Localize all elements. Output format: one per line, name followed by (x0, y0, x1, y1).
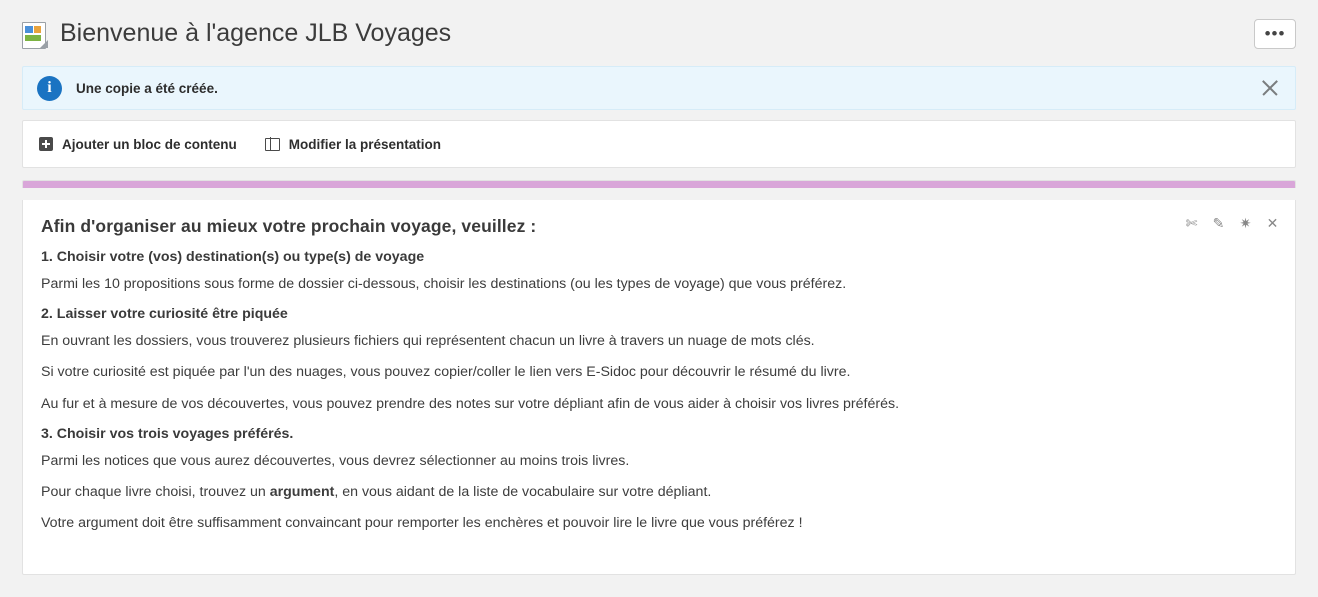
info-icon: i (37, 76, 62, 101)
section-paragraph: Si votre curiosité est piquée par l'un des nuages, vous pouvez copier/coller le lien vers E-Sidoc pour découvrir le résumé du livre. (41, 364, 851, 381)
section-title: 1. Choisir votre (vos) destination(s) ou type(s) de voyage (41, 249, 425, 265)
more-options-button[interactable]: ••• (1254, 19, 1296, 49)
notification-banner (22, 66, 1296, 110)
close-icon[interactable] (1259, 77, 1281, 99)
page-scrollbar[interactable] (1312, 0, 1318, 597)
page-title: Bienvenue à l'agence JLB Voyages (60, 19, 452, 48)
section-title: 2. Laisser votre curiosité être piquée (41, 306, 288, 323)
section-paragraph: Votre argument doit être suffisamment convaincant pour remporter les enchères et pouvoir lire le livre que vous préférez ! (41, 515, 803, 532)
section-paragraph: Parmi les notices que vous aurez découvertes, vous devrez sélectionner au moins trois livres. (41, 452, 630, 469)
edit-layout-label: Modifier la présentation (288, 136, 442, 152)
section-paragraph: Parmi les 10 propositions sous forme de dossier ci-dessous, choisir les destinations (ou les types de voyage) que vous préférez. (41, 276, 847, 292)
edit-layout-button[interactable] (265, 137, 441, 152)
edit-pencil-icon[interactable]: ✎ (1212, 214, 1225, 231)
plus-square-icon (39, 137, 53, 151)
close-icon[interactable]: ✕ (1266, 214, 1279, 231)
add-content-block-button[interactable] (39, 137, 237, 152)
section-paragraph: Pour chaque livre choisi, trouvez un argument, en vous aidant de la liste de vocabulaire sur votre dépliant. (41, 483, 712, 500)
content-block-accent-bar (22, 180, 1296, 188)
section-paragraph: Au fur et à mesure de vos découvertes, vous pouvez prendre des notes sur votre dépliant afin de vous aider à choisir vos livres préférés. (41, 395, 900, 412)
layout-columns-icon (265, 138, 280, 151)
cut-icon[interactable]: ✄ (1185, 214, 1198, 231)
content-toolbar (22, 120, 1296, 168)
section-title: 3. Choisir vos trois voyages préférés. (41, 425, 294, 442)
page-header (22, 0, 1296, 62)
content-block-heading: Afin d'organiser au mieux votre prochain voyage, veuillez : (41, 216, 537, 236)
notification-text: Une copie a été créée. (76, 80, 218, 96)
settings-gear-icon[interactable]: ✷ (1239, 214, 1252, 231)
content-block-actions (1183, 214, 1281, 231)
presentation-document-icon (22, 20, 48, 48)
add-content-block-label: Ajouter un bloc de contenu (62, 136, 237, 152)
content-block (22, 200, 1296, 575)
section-paragraph: En ouvrant les dossiers, vous trouverez plusieurs fichiers qui représentent chacun un livre à travers un nuage de mots clés. (41, 333, 815, 350)
